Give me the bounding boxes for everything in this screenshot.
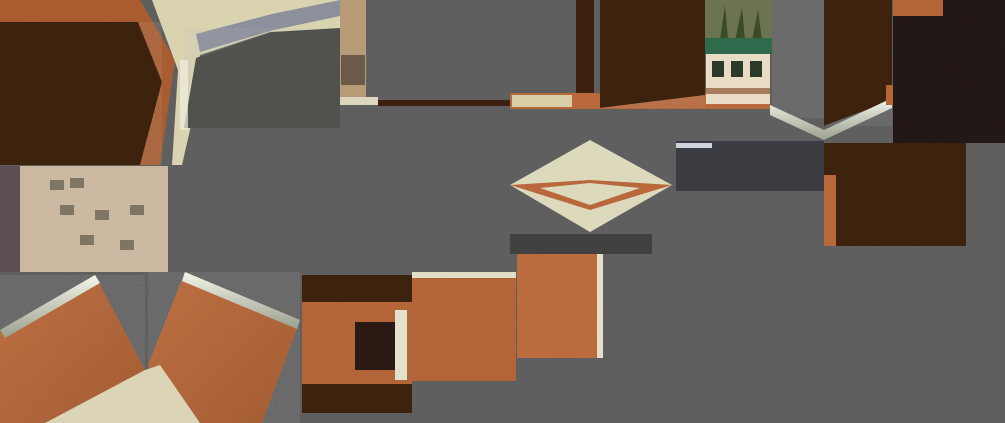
facade-window xyxy=(341,55,365,85)
brown-corner-panel xyxy=(824,143,966,246)
aerial-ac-6 xyxy=(80,235,94,245)
tile-top-left-cluster xyxy=(0,0,512,165)
aerial-ac-1 xyxy=(50,180,64,190)
building-facade-thumbnail xyxy=(705,0,772,104)
facade-sill xyxy=(706,88,770,94)
window-right xyxy=(750,61,762,77)
tile-roof-square xyxy=(412,272,516,381)
roof-small-rim xyxy=(597,254,603,358)
aerial-ac-4 xyxy=(95,210,109,220)
chimney-rim xyxy=(395,310,407,380)
dark-brown-roof xyxy=(0,22,162,165)
aerial-ac-5 xyxy=(130,205,144,215)
cream-ledge-mark xyxy=(512,95,572,107)
tile-tilted-roofs xyxy=(0,272,300,423)
aerial-ac-7 xyxy=(120,240,134,250)
ledge-strip xyxy=(340,97,378,105)
brown-corner-edge xyxy=(824,175,836,246)
tile-diamond-rooftop xyxy=(510,140,672,232)
terracotta-corner xyxy=(886,85,894,105)
tile-bottom-row xyxy=(0,254,603,423)
dark-post xyxy=(576,0,594,93)
slate-panel xyxy=(676,141,824,191)
chimney-opening xyxy=(355,322,395,370)
dark-brown-panel xyxy=(600,0,705,108)
ledge-shadow xyxy=(378,100,512,106)
aerial-shadow xyxy=(0,166,20,272)
tile-top-right-cluster xyxy=(510,0,1005,143)
aerial-ac-3 xyxy=(60,205,74,215)
green-roof xyxy=(705,38,772,54)
near-black-panel xyxy=(893,0,1005,143)
tile-roof-small xyxy=(517,254,603,358)
roof-square-rim xyxy=(412,272,516,278)
slate-highlight xyxy=(676,143,712,148)
window-middle xyxy=(731,61,743,77)
tile-brown-corner xyxy=(824,143,966,246)
window-left xyxy=(712,61,724,77)
terracotta-top-strip xyxy=(893,0,943,16)
aerial-ac-2 xyxy=(70,178,84,188)
tile-chimney xyxy=(302,275,412,413)
tile-aerial-facade xyxy=(0,166,168,272)
tile-slate xyxy=(676,141,824,191)
grey-noise-panel xyxy=(772,0,824,118)
dark-bar xyxy=(510,234,652,254)
edge-highlight xyxy=(180,60,188,130)
